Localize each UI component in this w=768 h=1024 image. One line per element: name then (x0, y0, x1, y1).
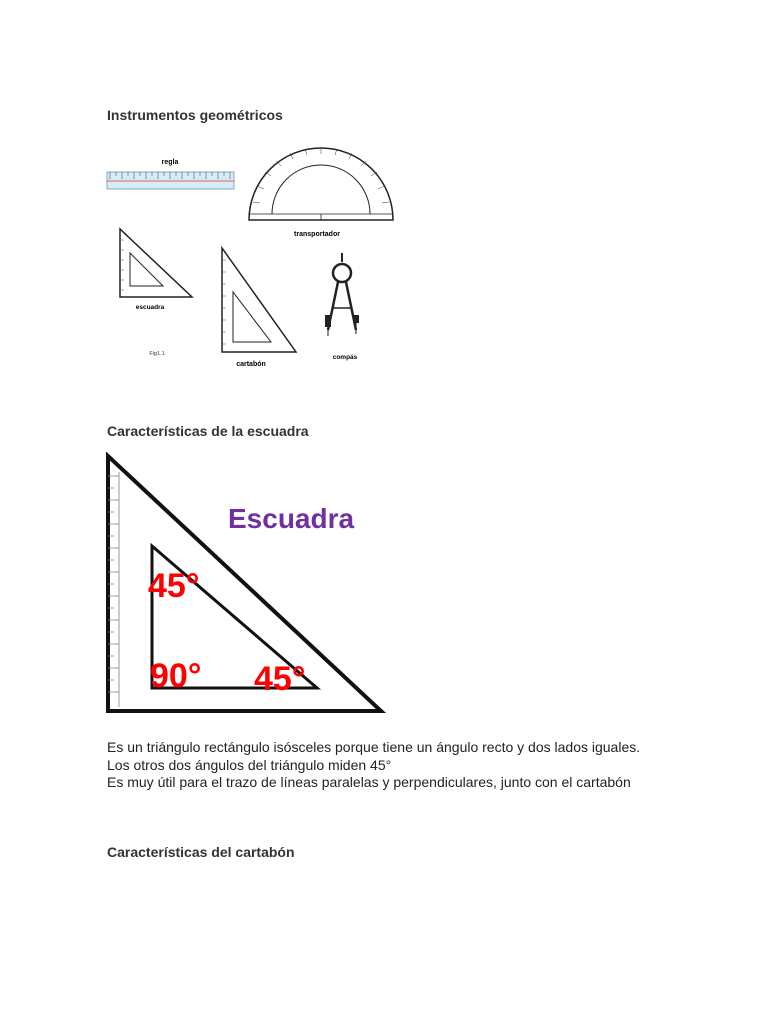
label-compas: compás (332, 354, 358, 361)
description-line: Los otros dos ángulos del triángulo miden 45° (107, 756, 392, 773)
label-regla: regla (161, 159, 179, 166)
label-transportador: transportador (294, 231, 340, 238)
set-square-icon (120, 229, 192, 297)
description-line: Es un triángulo rectángulo isósceles porque tiene un ángulo recto y dos lados iguales. (107, 739, 641, 755)
angle-label-right: 90° (150, 657, 202, 695)
instruments-figure (100, 140, 410, 380)
label-escuadra: escuadra (135, 304, 165, 311)
diagram-title: Escuadra (228, 503, 355, 534)
escuadra-figure (105, 452, 395, 718)
section-heading-cartabon: Características del cartabón (107, 844, 295, 860)
protractor-icon (249, 148, 393, 220)
label-cartabon: cartabón (236, 361, 266, 368)
triangle-ruler-icon (222, 248, 296, 352)
section-heading-instruments: Instrumentos geométricos (107, 107, 283, 123)
angle-label-bottom: 45° (254, 660, 306, 698)
escuadra-description (107, 739, 647, 792)
compass-icon (325, 253, 359, 336)
description-line: Es muy útil para el trazo de líneas paralelas y perpendiculares, junto con el cartabón (107, 774, 631, 790)
ruler-icon (107, 172, 234, 189)
figure-caption: Fig1.1 (149, 351, 165, 357)
section-heading-escuadra: Características de la escuadra (107, 423, 309, 439)
angle-label-top: 45° (148, 567, 200, 605)
